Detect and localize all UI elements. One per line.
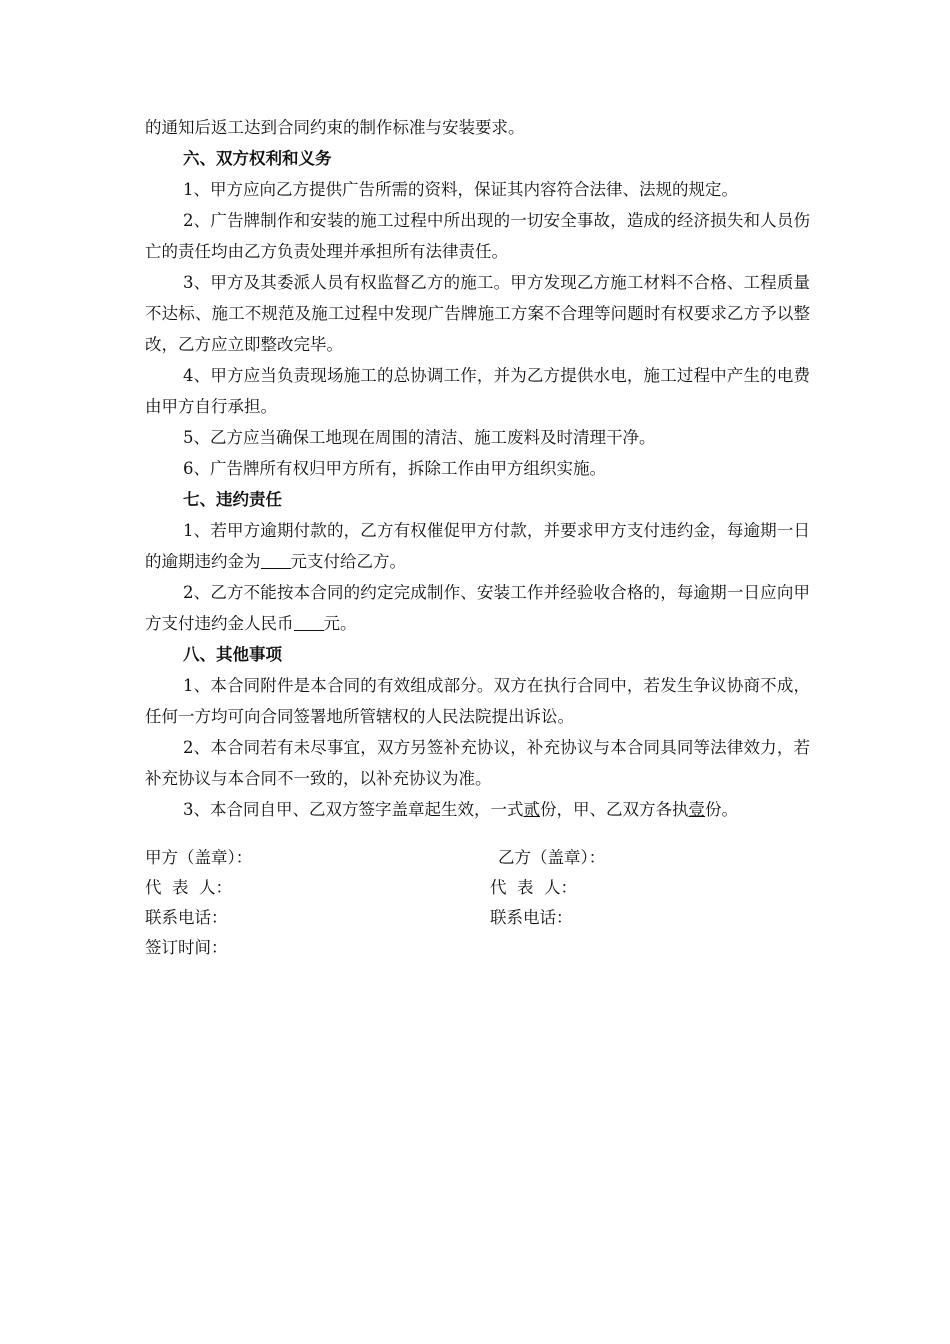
phone-row	[145, 903, 810, 933]
clause-7-1-tail: 元支付给乙方。	[290, 552, 406, 571]
clause-6-5: 5、乙方应当确保工地现在周围的清洁、施工废料及时清理干净。	[183, 428, 656, 447]
blank-amount-field	[261, 552, 291, 569]
party-a-representative-label: 代 表 人：	[145, 878, 232, 897]
clause-8-1: 1、本合同附件是本合同的有效组成部分。双方在执行合同中，若发生争议协商不成，任何一方均可向合同签署地所管辖权的人民法院提出诉讼。	[145, 676, 810, 726]
clause-6-1: 1、甲方应向乙方提供广告所需的资料，保证其内容符合法律、法规的规定。	[183, 180, 738, 199]
clause-6-2: 2、广告牌制作和安装的施工过程中所出现的一切安全事故，造成的经济损失和人员伤亡的责任均由乙方负责处理并承担所有法律责任。	[145, 211, 810, 261]
clause-8-3	[145, 794, 810, 825]
clause-7-2-tail: 元。	[323, 614, 357, 633]
seal-row	[145, 843, 810, 873]
clause-6-6: 6、广告牌所有权归甲方所有，拆除工作由甲方组织实施。	[183, 459, 606, 478]
clause-6-4: 4、甲方应当负责现场施工的总协调工作，并为乙方提供水电，施工过程中产生的电费由甲方自行承担。	[145, 366, 810, 416]
blank-amount-field	[294, 614, 324, 631]
clause-7-2	[145, 577, 810, 639]
copies-count: 贰	[523, 800, 540, 819]
clause-7-2-text: 2、乙方不能按本合同的约定完成制作、安装工作并经验收合格的，每逾期一日应向甲方支付违约金人民币	[145, 583, 810, 633]
signature-block	[145, 843, 810, 963]
clause-7-1-text: 1、若甲方逾期付款的，乙方有权催促甲方付款，并要求甲方支付违约金，每逾期一日的逾期违约金为	[145, 521, 810, 571]
clause-8-3-tail: 份。	[705, 800, 738, 819]
clause-8-3-mid: 份，甲、乙双方各执	[540, 800, 689, 819]
party-a-seal-label: 甲方（盖章）：	[145, 848, 253, 867]
contract-body	[145, 112, 810, 825]
party-b-representative-label: 代 表 人：	[490, 878, 577, 897]
party-b-phone-label: 联系电话：	[490, 908, 573, 927]
party-b-seal-label: 乙方（盖章）：	[498, 848, 606, 867]
section-heading-rights: 六、双方权利和义务	[183, 149, 332, 168]
clause-6-3: 3、甲方及其委派人员有权监督乙方的施工。甲方发现乙方施工材料不合格、工程质量不达标、施工不规范及施工过程中发现广告牌施工方案不合理等问题时有权要求乙方予以整改，乙方应立即整改完毕。	[145, 273, 810, 354]
clause-7-1	[145, 515, 810, 577]
section-heading-breach: 七、违约责任	[183, 490, 282, 509]
section-heading-other: 八、其他事项	[183, 645, 282, 664]
party-a-phone-label: 联系电话：	[145, 908, 228, 927]
date-row	[145, 933, 810, 963]
clause-8-2: 2、本合同若有未尽事宜，双方另签补充协议，补充协议与本合同具同等法律效力，若补充协议与本合同不一致的，以补充协议为准。	[145, 738, 810, 788]
representative-row	[145, 873, 810, 903]
copies-each: 壹	[688, 800, 705, 819]
sign-date-label: 签订时间：	[145, 938, 228, 957]
paragraph-continuation: 的通知后返工达到合同约束的制作标准与安装要求。	[145, 118, 525, 137]
clause-8-3-text: 3、本合同自甲、乙双方签字盖章起生效，一式	[183, 800, 524, 819]
